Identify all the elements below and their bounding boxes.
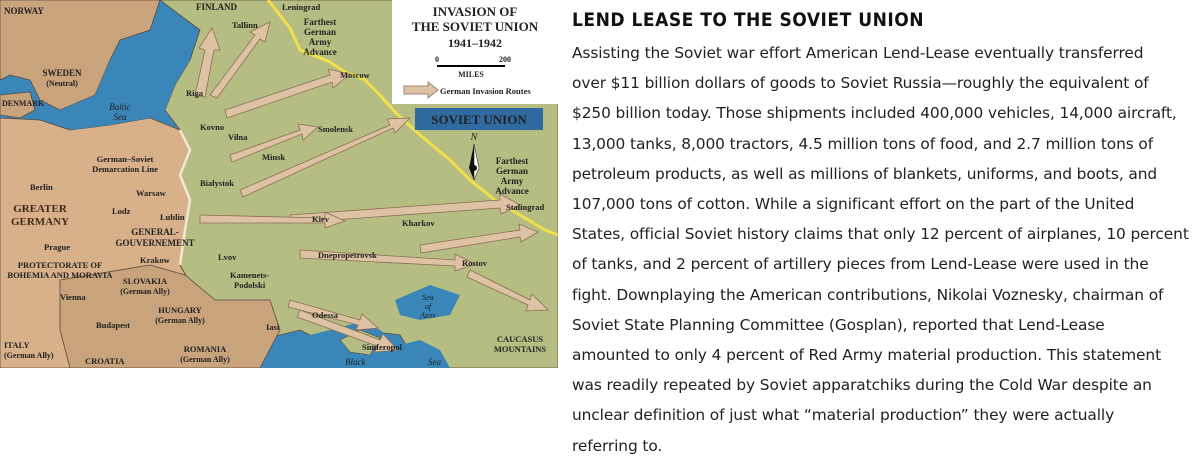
city-kharkov: Kharkov (402, 218, 435, 228)
city-kamenets-2: Podolski (234, 280, 266, 290)
article-line: unclear definition of just what “material production” they were actually (572, 406, 1115, 425)
scale-unit: MILES (458, 70, 484, 79)
city-lodz: Lodz (112, 206, 131, 216)
city-leningrad: Leningrad (282, 2, 321, 12)
romania-label: ROMANIA (183, 344, 227, 354)
city-stalingrad: Stalingrad (506, 202, 545, 212)
finland-label: FINLAND (196, 2, 238, 12)
city-lublin: Lublin (160, 212, 185, 222)
city-prague: Prague (44, 242, 70, 252)
article-line: 13,000 tanks, 8,000 tractors, 4.5 million tons of food, and 2.7 million tons of (572, 134, 1154, 153)
demarcation-2: Demarcation Line (92, 164, 158, 174)
slovakia-label: SLOVAKIA (122, 276, 168, 286)
article-line: amounted to only 4 percent of Red Army material production. This statement (572, 346, 1162, 365)
sweden-label: SWEDEN (42, 68, 82, 78)
caucasus-1: CAUCASUS (496, 334, 544, 344)
italy-sub: (German Ally) (4, 351, 54, 360)
city-smolensk: Smolensk (318, 124, 353, 134)
legend-years: 1941–1942 (448, 36, 502, 50)
sea-label: Sea (428, 357, 441, 367)
article-line: petroleum products, as well as millions of blankets, uniforms, and boots, and (572, 164, 1158, 183)
denmark-label: DENMARK (2, 99, 45, 108)
legend-title-2: THE SOVIET UNION (411, 19, 539, 34)
city-budapest: Budapest (96, 320, 131, 330)
gen-gouv-2: GOUVERNEMENT (115, 238, 195, 248)
city-kiev: Kiev (312, 214, 329, 224)
article-line: States, official Soviet history claims that only 12 percent of airplanes, 10 percent (572, 225, 1189, 244)
city-simferopol: Simferopol (362, 342, 402, 352)
city-vienna: Vienna (60, 292, 86, 302)
article-line: referring to. (572, 436, 663, 455)
black-sea-label: Black (345, 357, 366, 367)
city-dnepropetrovsk: Dnepropetrovsk (318, 250, 377, 260)
svg-text:Farthest: Farthest (303, 17, 337, 27)
city-bialystok: Bialystok (200, 178, 235, 188)
svg-text:Army: Army (308, 37, 332, 47)
baltic-2: Sea (113, 112, 127, 122)
svg-text:Army: Army (500, 176, 524, 186)
scale-zero: 0 (435, 55, 439, 64)
sweden-sub: (Neutral) (46, 79, 78, 88)
city-odessa: Odessa (312, 310, 338, 320)
city-rostov: Rostov (462, 258, 488, 268)
article-line: Soviet State Planning Committee (Gosplan), reported that Lend-Lease (572, 315, 1105, 334)
article-line: was readily repeated by Soviet apparatchiks during the Cold War despite an (572, 376, 1152, 395)
soviet-union-label: SOVIET UNION (431, 112, 527, 127)
article-line: $250 billion today. Those shipments included 400,000 vehicles, 14,000 aircraft, (572, 104, 1177, 123)
protectorate-2: BOHEMIA AND MORAVIA (7, 270, 113, 280)
italy-label: ITALY (4, 340, 30, 350)
hungary-label: HUNGARY (158, 305, 202, 315)
city-warsaw: Warsaw (136, 188, 166, 198)
demarcation-1: German–Soviet (96, 154, 154, 164)
city-moscow: Moscow (340, 70, 370, 80)
croatia-label: CROATIA (85, 356, 125, 366)
azov-3: Azov (420, 311, 436, 320)
svg-text:Advance: Advance (303, 47, 337, 57)
baltic-1: Baltic (109, 102, 131, 112)
greater-germany-2: GERMANY (10, 216, 70, 228)
city-riga: Riga (186, 88, 203, 98)
city-lvov: Lvov (218, 252, 237, 262)
city-iasi: Iasi (266, 322, 280, 332)
svg-text:German: German (304, 27, 336, 37)
gen-gouv-1: GENERAL- (131, 227, 179, 237)
article-line: 107,000 tons of cotton. While a significant effort on the part of the United (572, 195, 1135, 214)
norway-label: NORWAY (4, 6, 44, 16)
svg-text:Advance: Advance (495, 186, 529, 196)
svg-text:N: N (470, 132, 478, 143)
city-berlin: Berlin (30, 182, 53, 192)
article-line: fight. Downplaying the American contributions, Nikolai Voznesky, chairman of (572, 285, 1164, 304)
slovakia-sub: (German Ally) (120, 287, 170, 296)
article-line: over $11 billion dollars of goods to Soviet Russia—roughly the equivalent of (572, 74, 1149, 93)
city-minsk: Minsk (262, 152, 286, 162)
city-kamenets-1: Kamenets- (230, 270, 270, 280)
article (572, 6, 1194, 461)
city-krakow: Krakow (140, 255, 170, 265)
legend-routes: German Invasion Routes (440, 86, 531, 96)
city-kovno: Kovno (200, 122, 225, 132)
azov-2: of (424, 302, 432, 311)
legend-title-1: INVASION OF (432, 4, 518, 19)
city-vilna: Vilna (228, 132, 248, 142)
article-line: Assisting the Soviet war effort American Lend-Lease eventually transferred (572, 44, 1144, 62)
svg-text:German: German (496, 166, 528, 176)
romania-sub: (German Ally) (180, 355, 230, 364)
article-line: of tanks, and 2 percent of artillery pieces from Lend-Lease were used in the (572, 255, 1149, 274)
article-body (572, 38, 1194, 461)
city-tallinn: Tallinn (232, 20, 258, 30)
scale-max: 200 (499, 55, 511, 64)
hungary-sub: (German Ally) (155, 316, 205, 325)
azov-1: Sea (422, 293, 434, 302)
protectorate-1: PROTECTORATE OF (17, 260, 103, 270)
greater-germany-1: GREATER (13, 203, 67, 215)
caucasus-2: MOUNTAINS (493, 344, 547, 354)
article-title: LEND LEASE TO THE SOVIET UNION (572, 9, 925, 31)
invasion-map (0, 0, 558, 368)
svg-text:Farthest: Farthest (495, 156, 529, 166)
